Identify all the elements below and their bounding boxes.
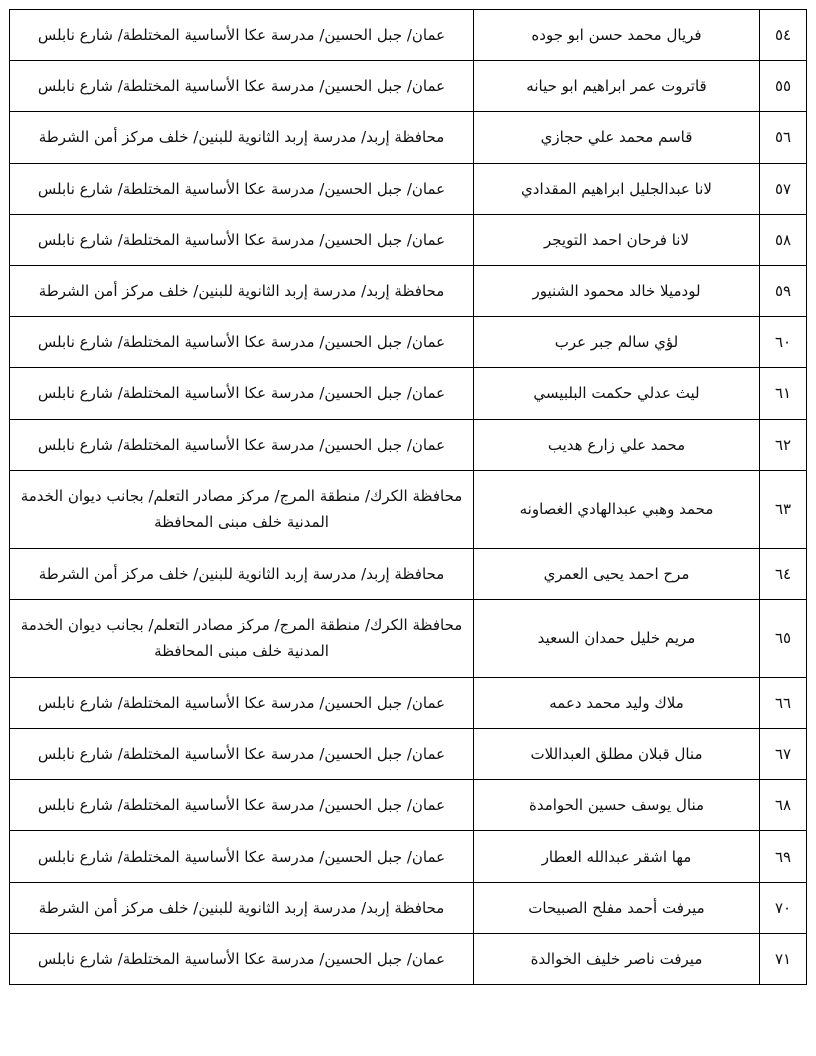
table-row — [10, 112, 807, 163]
person-name: مريم خليل حمدان السعيد — [474, 599, 760, 677]
roster-table — [9, 9, 807, 985]
exam-location: عمان/ جبل الحسين/ مدرسة عكا الأساسية المختلطة/ شارع نابلس — [10, 368, 474, 419]
row-number: ٦٥ — [760, 599, 807, 677]
person-name: محمد وهبي عبدالهادي الغصاونه — [474, 470, 760, 548]
person-name: منال قبلان مطلق العبداللات — [474, 729, 760, 780]
table-row — [10, 780, 807, 831]
row-number: ٦١ — [760, 368, 807, 419]
exam-location: عمان/ جبل الحسين/ مدرسة عكا الأساسية المختلطة/ شارع نابلس — [10, 317, 474, 368]
exam-location: محافظة إربد/ مدرسة إربد الثانوية للبنين/ خلف مركز أمن الشرطة — [10, 265, 474, 316]
person-name: لانا عبدالجليل ابراهيم المقدادي — [474, 163, 760, 214]
exam-location: محافظة الكرك/ منطقة المرج/ مركز مصادر التعلم/ بجانب ديوان الخدمة المدنية خلف مبنى المحافظة — [10, 470, 474, 548]
table-row — [10, 548, 807, 599]
row-number: ٦٦ — [760, 677, 807, 728]
person-name: ليث عدلي حكمت البلبيسي — [474, 368, 760, 419]
person-name: قاتروت عمر ابراهيم ابو حيانه — [474, 61, 760, 112]
row-number: ٥٥ — [760, 61, 807, 112]
row-number: ٥٨ — [760, 214, 807, 265]
row-number: ٦٤ — [760, 548, 807, 599]
person-name: ملاك وليد محمد دعمه — [474, 677, 760, 728]
exam-location: عمان/ جبل الحسين/ مدرسة عكا الأساسية المختلطة/ شارع نابلس — [10, 61, 474, 112]
table-row — [10, 10, 807, 61]
exam-location: عمان/ جبل الحسين/ مدرسة عكا الأساسية المختلطة/ شارع نابلس — [10, 677, 474, 728]
row-number: ٥٤ — [760, 10, 807, 61]
table-row — [10, 831, 807, 882]
person-name: لودميلا خالد محمود الشنيور — [474, 265, 760, 316]
exam-location: محافظة إربد/ مدرسة إربد الثانوية للبنين/ خلف مركز أمن الشرطة — [10, 112, 474, 163]
exam-location: عمان/ جبل الحسين/ مدرسة عكا الأساسية المختلطة/ شارع نابلس — [10, 10, 474, 61]
person-name: منال يوسف حسين الحوامدة — [474, 780, 760, 831]
table-row — [10, 163, 807, 214]
exam-location: عمان/ جبل الحسين/ مدرسة عكا الأساسية المختلطة/ شارع نابلس — [10, 729, 474, 780]
exam-location: محافظة إربد/ مدرسة إربد الثانوية للبنين/ خلف مركز أمن الشرطة — [10, 548, 474, 599]
row-number: ٦٨ — [760, 780, 807, 831]
table-row — [10, 214, 807, 265]
exam-location: عمان/ جبل الحسين/ مدرسة عكا الأساسية المختلطة/ شارع نابلس — [10, 163, 474, 214]
row-number: ٧٠ — [760, 882, 807, 933]
row-number: ٥٧ — [760, 163, 807, 214]
table-row — [10, 599, 807, 677]
exam-location: عمان/ جبل الحسين/ مدرسة عكا الأساسية المختلطة/ شارع نابلس — [10, 831, 474, 882]
exam-location: محافظة الكرك/ منطقة المرج/ مركز مصادر التعلم/ بجانب ديوان الخدمة المدنية خلف مبنى المحافظة — [10, 599, 474, 677]
table-row — [10, 933, 807, 984]
table-row — [10, 729, 807, 780]
exam-location: محافظة إربد/ مدرسة إربد الثانوية للبنين/ خلف مركز أمن الشرطة — [10, 882, 474, 933]
table-row — [10, 419, 807, 470]
exam-location: عمان/ جبل الحسين/ مدرسة عكا الأساسية المختلطة/ شارع نابلس — [10, 780, 474, 831]
table-row — [10, 470, 807, 548]
person-name: مرح احمد يحيى العمري — [474, 548, 760, 599]
table-row — [10, 677, 807, 728]
table-row — [10, 265, 807, 316]
table-row — [10, 61, 807, 112]
row-number: ٧١ — [760, 933, 807, 984]
table-row — [10, 368, 807, 419]
person-name: ميرفت أحمد مفلح الصبيحات — [474, 882, 760, 933]
person-name: لانا فرحان احمد التويجر — [474, 214, 760, 265]
exam-location: عمان/ جبل الحسين/ مدرسة عكا الأساسية المختلطة/ شارع نابلس — [10, 214, 474, 265]
row-number: ٥٩ — [760, 265, 807, 316]
person-name: مها اشقر عبدالله العطار — [474, 831, 760, 882]
row-number: ٦٩ — [760, 831, 807, 882]
table-row — [10, 882, 807, 933]
person-name: ميرفت ناصر خليف الخوالدة — [474, 933, 760, 984]
person-name: لؤي سالم جبر عرب — [474, 317, 760, 368]
table-row — [10, 317, 807, 368]
person-name: محمد علي زارع هديب — [474, 419, 760, 470]
exam-location: عمان/ جبل الحسين/ مدرسة عكا الأساسية المختلطة/ شارع نابلس — [10, 419, 474, 470]
exam-location: عمان/ جبل الحسين/ مدرسة عكا الأساسية المختلطة/ شارع نابلس — [10, 933, 474, 984]
row-number: ٦٧ — [760, 729, 807, 780]
row-number: ٦٣ — [760, 470, 807, 548]
person-name: قاسم محمد علي حجازي — [474, 112, 760, 163]
document-page — [9, 9, 806, 985]
row-number: ٦٠ — [760, 317, 807, 368]
person-name: فريال محمد حسن ابو جوده — [474, 10, 760, 61]
row-number: ٥٦ — [760, 112, 807, 163]
row-number: ٦٢ — [760, 419, 807, 470]
